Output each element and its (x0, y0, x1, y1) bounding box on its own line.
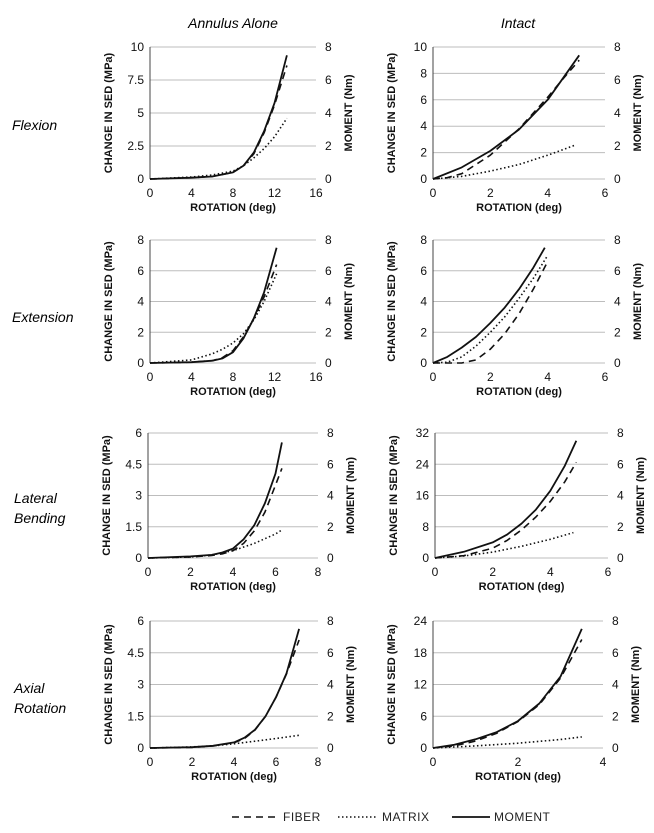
column-title-intact: Intact (500, 15, 536, 31)
y2-tick-label: 8 (325, 233, 332, 247)
y2-tick-label: 8 (614, 233, 621, 247)
legend-moment-label: MOMENT (494, 810, 551, 824)
x-tick-label: 4 (544, 370, 552, 384)
series-line-moment (150, 629, 299, 748)
y2-tick-label: 2 (612, 709, 619, 724)
y2-tick-label: 0 (617, 551, 624, 565)
x-tick-label: 0 (431, 565, 439, 579)
y-tick-label: 0 (422, 551, 429, 565)
y-tick-label: 1.5 (125, 519, 142, 534)
y2-tick-label: 2 (617, 519, 624, 534)
x-axis-label: ROTATION (deg) (190, 386, 276, 398)
y2-tick-label: 4 (325, 106, 332, 120)
y-tick-label: 0 (420, 172, 427, 186)
x-axis-label: ROTATION (deg) (476, 202, 562, 214)
x-tick-label: 8 (314, 755, 322, 769)
x-tick-label: 4 (544, 186, 552, 200)
y-tick-label: 0 (420, 356, 427, 370)
y-tick-label: 2.5 (127, 139, 144, 153)
series-line-fiber (433, 60, 579, 179)
y2-tick-label: 8 (327, 614, 334, 628)
x-tick-label: 0 (429, 755, 437, 769)
chart-panels (101, 40, 647, 783)
series-line-fiber (433, 262, 548, 364)
y2-tick-label: 0 (327, 551, 334, 565)
legend-matrix-label: MATRIX (382, 810, 430, 824)
y-tick-label: 10 (130, 40, 144, 54)
y2-axis-label: MOMENT (Nm) (345, 646, 357, 723)
y2-tick-label: 6 (325, 263, 332, 278)
row-label-lateral-bending (14, 490, 66, 526)
y-tick-label: 0 (137, 356, 144, 370)
chart-panel (386, 40, 644, 214)
series-line-fiber (150, 66, 287, 180)
x-tick-label: 4 (599, 755, 607, 769)
x-axis-label: ROTATION (deg) (478, 581, 565, 593)
y2-tick-label: 0 (614, 172, 621, 186)
x-tick-label: 2 (188, 755, 196, 769)
series-line-moment (150, 55, 287, 179)
x-tick-label: 4 (229, 565, 237, 579)
series-line-fiber (433, 640, 582, 749)
y2-tick-label: 6 (612, 645, 619, 660)
chart-panel (103, 233, 355, 398)
row-label-axial-rotation-line2: Rotation (14, 700, 67, 716)
y-tick-label: 3 (135, 488, 142, 503)
row-label-extension-line1: Extension (12, 309, 74, 325)
x-tick-label: 2 (187, 565, 194, 579)
y-tick-label: 6 (420, 709, 427, 724)
y-axis-label: CHANGE IN SED (MPa) (386, 52, 398, 174)
y2-tick-label: 0 (612, 741, 619, 755)
y-tick-label: 1.5 (127, 709, 144, 724)
x-tick-label: 0 (429, 186, 437, 200)
y-tick-label: 0 (420, 741, 427, 755)
y2-tick-label: 2 (327, 519, 334, 534)
y2-axis-label: MOMENT (Nm) (632, 74, 644, 152)
y-tick-label: 8 (420, 66, 427, 81)
y-tick-label: 7.5 (127, 73, 144, 87)
y-tick-label: 0 (135, 551, 142, 565)
x-axis-label: ROTATION (deg) (475, 771, 561, 783)
x-tick-label: 2 (514, 755, 522, 769)
y-axis-label: CHANGE IN SED (MPa) (103, 241, 115, 362)
x-tick-label: 2 (486, 370, 494, 384)
y-tick-label: 24 (415, 457, 429, 472)
y2-tick-label: 0 (614, 356, 621, 370)
x-tick-label: 6 (272, 565, 279, 579)
y-tick-label: 6 (137, 263, 144, 278)
y-tick-label: 16 (415, 488, 429, 503)
series-line-matrix (150, 274, 277, 363)
series-line-matrix (433, 737, 582, 748)
y-tick-label: 4 (137, 294, 144, 309)
chart-panel (103, 614, 357, 783)
y-tick-label: 12 (413, 677, 427, 692)
y-tick-label: 3 (137, 677, 144, 692)
y-axis-label: CHANGE IN SED (MPa) (386, 241, 398, 362)
y2-tick-label: 8 (614, 40, 621, 54)
x-tick-label: 4 (546, 565, 554, 579)
legend (232, 810, 550, 824)
x-tick-label: 2 (486, 186, 494, 200)
y-tick-label: 6 (420, 92, 427, 107)
y2-tick-label: 0 (327, 741, 334, 755)
x-tick-label: 0 (429, 370, 437, 384)
chart-panel (103, 40, 355, 214)
x-tick-label: 6 (604, 565, 612, 579)
y2-tick-label: 4 (614, 294, 621, 309)
chart-panel (388, 426, 647, 593)
y-axis-label: CHANGE IN SED (MPa) (388, 435, 400, 556)
x-tick-label: 4 (188, 186, 195, 200)
x-axis-label: ROTATION (deg) (476, 386, 562, 398)
x-tick-label: 8 (314, 565, 322, 579)
x-tick-label: 4 (230, 755, 238, 769)
chart-panel (101, 426, 357, 593)
y-tick-label: 8 (137, 233, 144, 247)
y-tick-label: 10 (413, 40, 427, 54)
x-tick-label: 4 (188, 370, 195, 384)
y2-tick-label: 2 (614, 325, 621, 340)
x-tick-label: 12 (267, 370, 282, 384)
y-tick-label: 5 (137, 106, 144, 120)
x-tick-label: 6 (601, 186, 609, 200)
y-tick-label: 0 (137, 172, 144, 186)
x-tick-label: 8 (229, 186, 237, 200)
y2-axis-label: MOMENT (Nm) (343, 74, 355, 152)
y2-tick-label: 0 (325, 356, 332, 370)
y-tick-label: 6 (137, 614, 144, 628)
row-label-flexion (12, 117, 57, 133)
y2-tick-label: 6 (614, 263, 621, 278)
y2-tick-label: 4 (327, 677, 334, 692)
y-axis-label: CHANGE IN SED (MPa) (101, 435, 113, 556)
chart-panel (386, 233, 644, 398)
y-axis-label: CHANGE IN SED (MPa) (103, 624, 115, 745)
y-tick-label: 6 (420, 263, 427, 278)
y-tick-label: 32 (415, 426, 429, 440)
y2-tick-label: 6 (325, 73, 332, 87)
series-line-moment (150, 248, 277, 363)
column-title-annulus-alone: Annulus Alone (188, 15, 278, 31)
y-axis-label: CHANGE IN SED (MPa) (386, 624, 398, 745)
y-tick-label: 2 (137, 325, 144, 340)
y2-tick-label: 4 (612, 677, 619, 692)
y2-tick-label: 2 (325, 325, 332, 340)
y-tick-label: 4 (420, 294, 427, 309)
series-line-matrix (150, 735, 299, 748)
row-label-axial-rotation (13, 680, 66, 716)
y-tick-label: 4.5 (127, 645, 144, 660)
y2-tick-label: 8 (612, 614, 619, 628)
series-line-fiber (148, 468, 282, 558)
y2-tick-label: 2 (614, 139, 621, 153)
y-tick-label: 24 (413, 614, 427, 628)
x-tick-label: 6 (272, 755, 280, 769)
y2-tick-label: 8 (325, 40, 332, 54)
x-axis-label: ROTATION (deg) (190, 202, 276, 214)
chart-panel (386, 614, 642, 783)
series-line-moment (433, 248, 545, 363)
y2-axis-label: MOMENT (Nm) (635, 457, 647, 534)
y-axis-label: CHANGE IN SED (MPa) (103, 52, 115, 174)
y2-tick-label: 8 (617, 426, 624, 440)
y2-tick-label: 4 (325, 294, 332, 309)
y-tick-label: 4 (420, 119, 427, 134)
x-tick-label: 0 (146, 370, 154, 384)
y-tick-label: 2 (420, 325, 427, 340)
y2-tick-label: 0 (325, 172, 332, 186)
y2-tick-label: 2 (327, 709, 334, 724)
y-tick-label: 8 (422, 519, 429, 534)
legend-fiber-label: FIBER (283, 810, 321, 824)
y2-tick-label: 6 (617, 457, 624, 472)
row-label-lateral-bending-line1: Lateral (14, 490, 57, 506)
x-axis-label: ROTATION (deg) (191, 771, 277, 783)
x-axis-label: ROTATION (deg) (190, 581, 276, 593)
y2-tick-label: 2 (325, 139, 332, 153)
x-tick-label: 16 (309, 186, 323, 200)
y2-tick-label: 6 (327, 457, 334, 472)
row-label-flexion-line1: Flexion (12, 117, 58, 133)
series-line-fiber (435, 462, 576, 558)
y2-axis-label: MOMENT (Nm) (632, 263, 644, 340)
y-tick-label: 18 (413, 645, 427, 660)
y2-tick-label: 4 (614, 106, 621, 120)
x-tick-label: 0 (146, 755, 154, 769)
x-tick-label: 6 (601, 370, 609, 384)
y2-axis-label: MOMENT (Nm) (630, 646, 642, 723)
y2-tick-label: 8 (327, 426, 334, 440)
x-tick-label: 8 (229, 370, 237, 384)
x-tick-label: 0 (146, 186, 154, 200)
y-tick-label: 2 (420, 145, 427, 160)
x-tick-label: 2 (489, 565, 497, 579)
row-label-extension (12, 309, 74, 325)
y2-tick-label: 6 (614, 73, 621, 87)
row-label-lateral-bending-line2: Bending (14, 510, 66, 526)
y2-tick-label: 4 (327, 488, 334, 503)
y2-axis-label: MOMENT (Nm) (343, 263, 355, 340)
x-tick-label: 0 (144, 565, 152, 579)
y2-axis-label: MOMENT (Nm) (345, 457, 357, 534)
y-tick-label: 6 (135, 426, 142, 440)
y2-tick-label: 4 (617, 488, 624, 503)
series-line-moment (433, 629, 582, 748)
y2-tick-label: 6 (327, 645, 334, 660)
x-tick-label: 16 (309, 370, 323, 384)
row-label-axial-rotation-line1: Axial (14, 680, 45, 696)
y-tick-label: 0 (137, 741, 144, 755)
x-tick-label: 12 (267, 186, 282, 200)
series-line-matrix (433, 145, 576, 179)
y-tick-label: 4.5 (125, 457, 142, 472)
y-tick-label: 8 (420, 233, 427, 247)
